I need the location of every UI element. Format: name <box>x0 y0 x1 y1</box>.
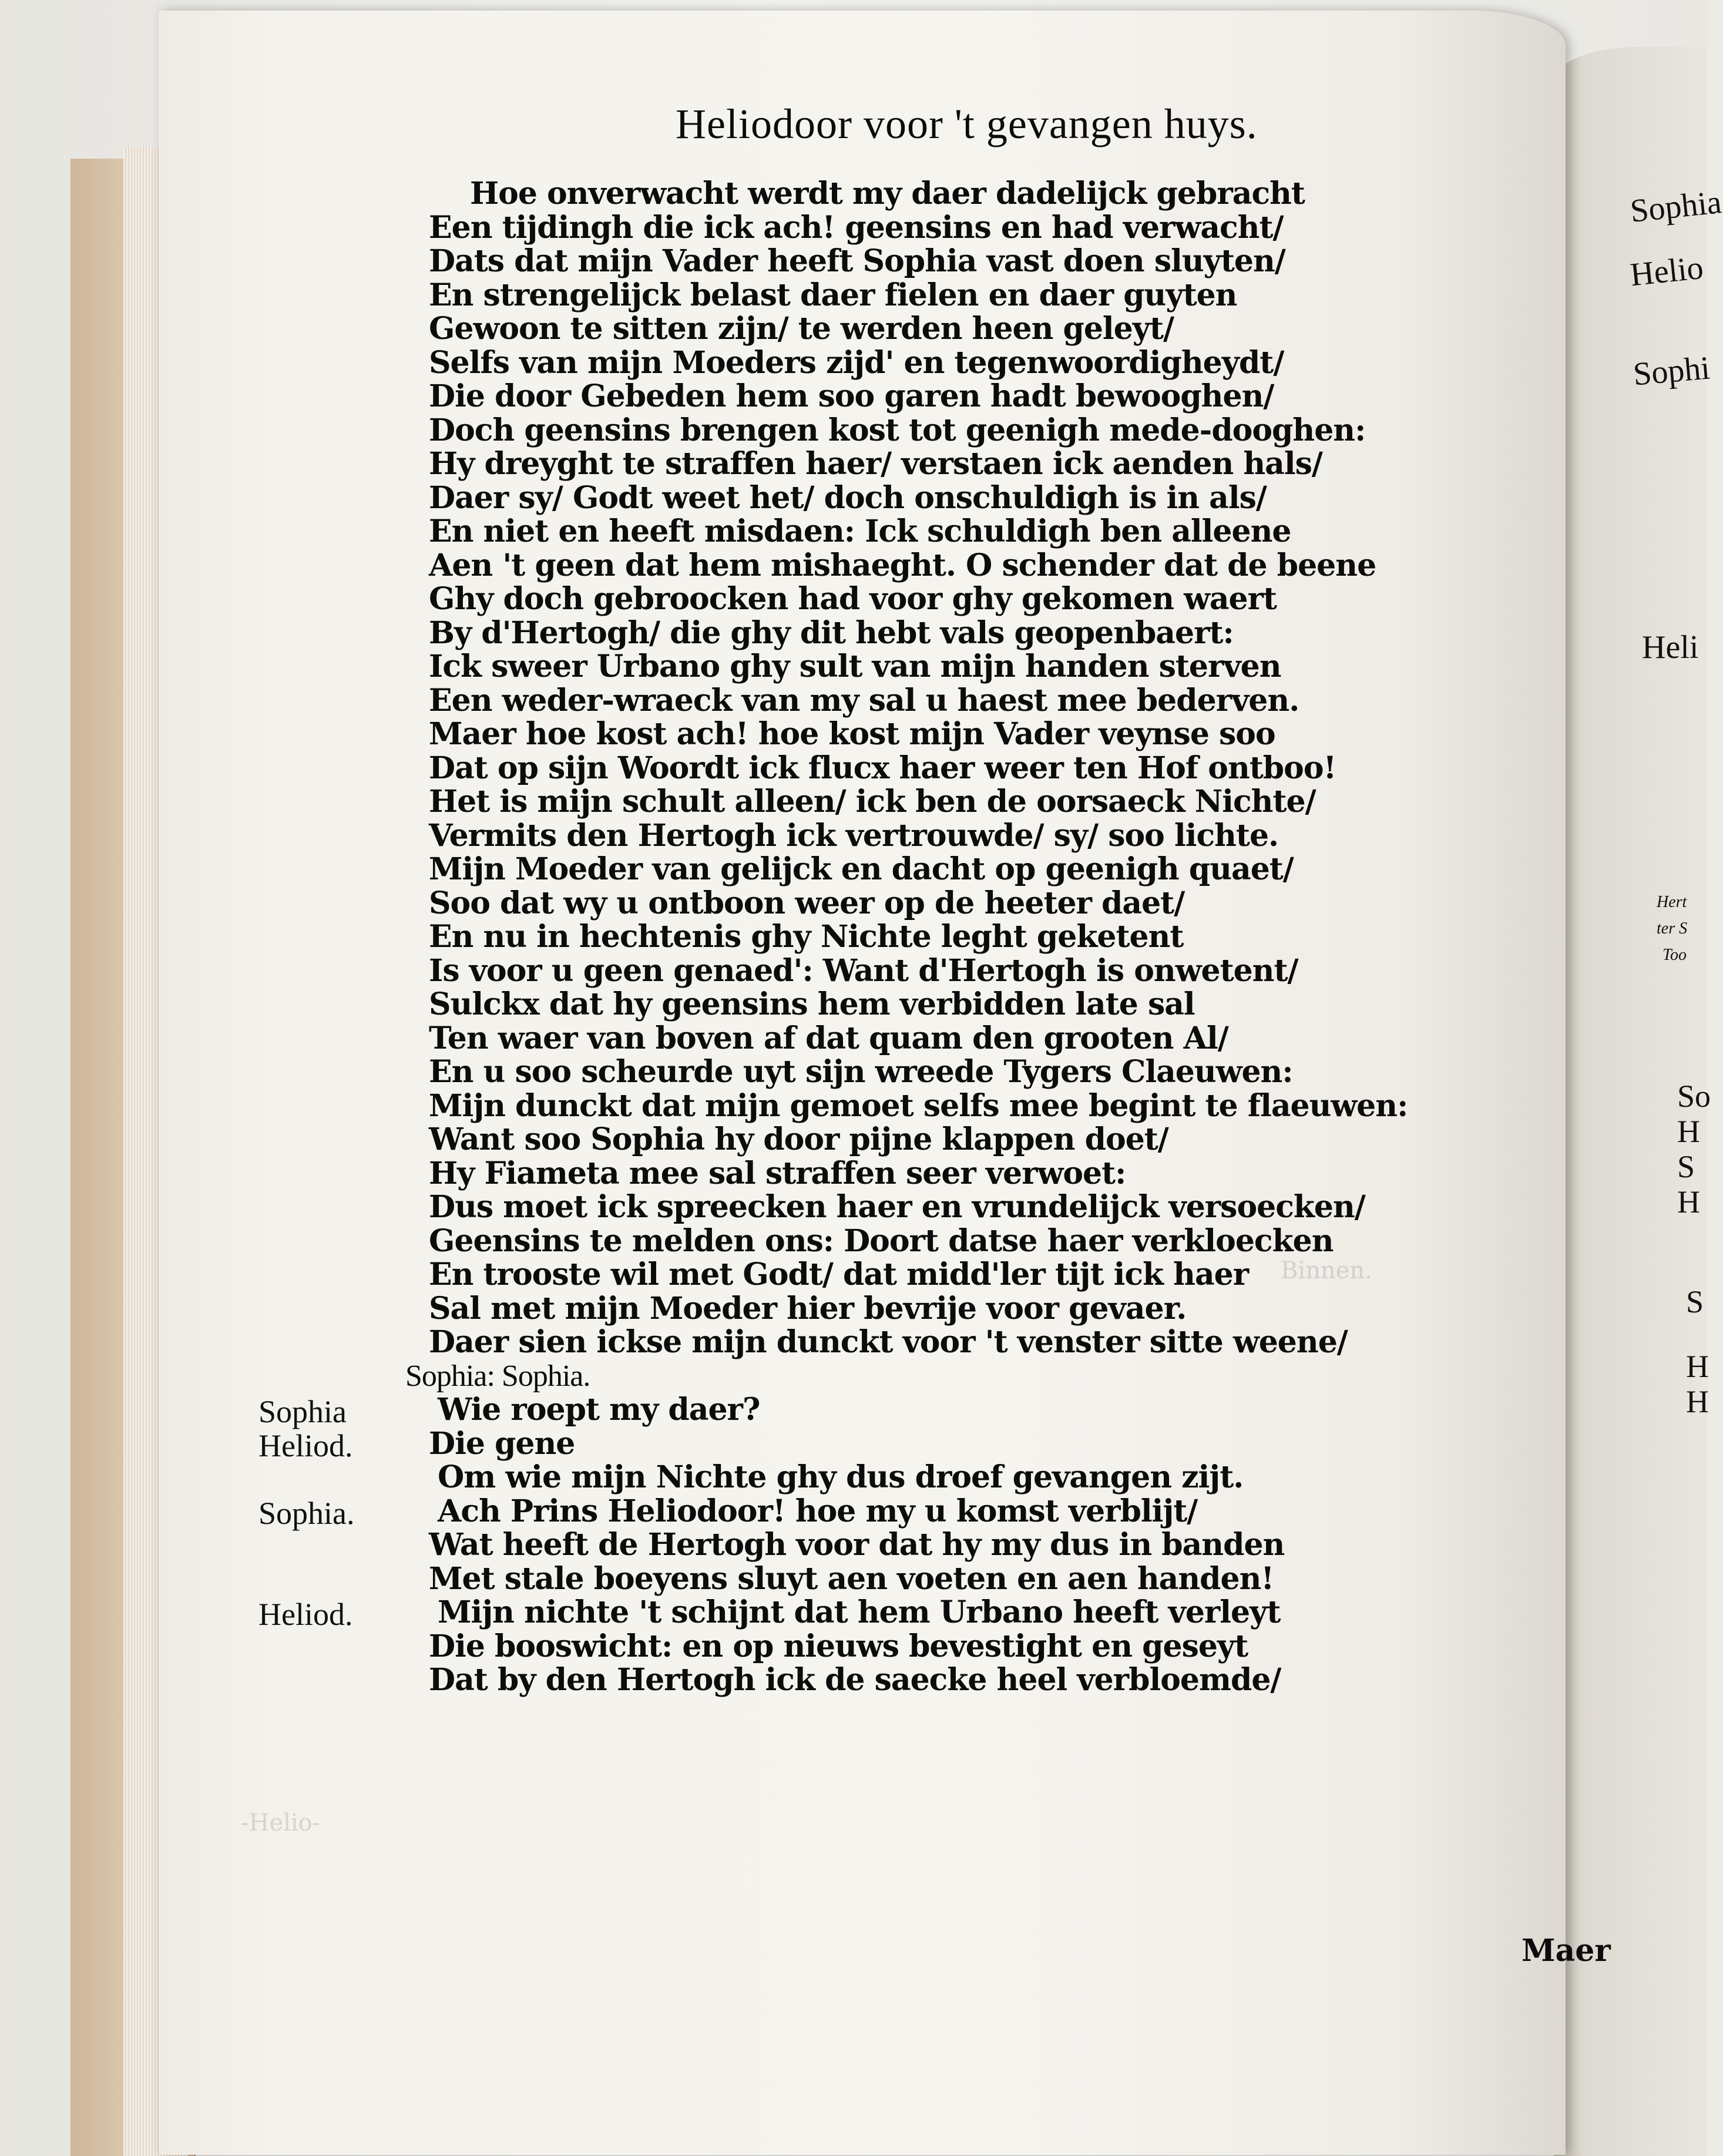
verse-line: Daer sy/ Godt weet het/ doch onschuldigh is in als/ <box>429 480 1267 516</box>
verse-line: Daer sien ickse mijn dunckt voor 't venster sitte weene/ <box>429 1324 1348 1360</box>
speaker-label: Sophia. <box>258 1496 355 1531</box>
verse-line: Om wie mijn Nichte ghy dus droef gevangen zijt. <box>438 1459 1244 1495</box>
verse-line: Ghy doch gebroocken had voor ghy gekomen waert <box>429 581 1277 617</box>
verse-line: Selfs van mijn Moeders zijd' en tegenwoordigheydt/ <box>429 345 1284 381</box>
verse-line: Die door Gebeden hem soo garen hadt bewooghen/ <box>429 378 1274 414</box>
catchword: Maer <box>1522 1933 1611 1969</box>
facing-fragment: H <box>1686 1384 1709 1419</box>
show-through-text: Binnen. <box>1281 1257 1372 1284</box>
verse-line: Hy Fiameta mee sal straffen seer verwoet: <box>429 1156 1126 1191</box>
verse-line: En u soo scheurde uyt sijn wreede Tygers Claeuwen: <box>429 1054 1293 1090</box>
verse-line: Die gene <box>429 1426 575 1462</box>
facing-fragment: H <box>1686 1349 1709 1384</box>
verse-line: Maer hoe kost ach! hoe kost mijn Vader veynse soo <box>429 716 1275 752</box>
facing-fragment: Sophi <box>1631 350 1712 393</box>
facing-fragment: S <box>1677 1149 1695 1184</box>
verse-line: Dat op sijn Woordt ick flucx haer weer ten Hof ontboo! <box>429 750 1336 786</box>
facing-fragment: H <box>1677 1184 1700 1220</box>
verse-line: Sulckx dat hy geensins hem verbidden late sal <box>429 986 1195 1022</box>
verse-line: En strengelijck belast daer fielen en daer guyten <box>429 277 1237 313</box>
verse-line: Die booswicht: en op nieuws bevestight en geseyt <box>429 1628 1248 1664</box>
speaker-label: Heliod. <box>258 1428 353 1463</box>
verse-line: Mijn dunckt dat mijn gemoet selfs mee begint te flaeuwen: <box>429 1088 1408 1124</box>
facing-fragment: So <box>1677 1079 1711 1114</box>
verse-line: Sophia: Sophia. <box>405 1359 590 1393</box>
speaker-label: Sophia <box>258 1394 347 1429</box>
verse-line: Doch geensins brengen kost tot geenigh mede-dooghen: <box>429 412 1366 448</box>
verse-line: Wie roept my daer? <box>438 1392 760 1428</box>
verse-line: Hoe onverwacht werdt my daer dadelijck gebracht <box>470 176 1305 211</box>
facing-fragment: Hert <box>1657 893 1687 911</box>
speaker-label: Heliod. <box>258 1597 353 1632</box>
verse-line: Ten waer van boven af dat quam den grooten Al/ <box>429 1020 1228 1056</box>
facing-fragment: Sophia <box>1628 184 1723 230</box>
verse-line: Hy dreyght te straffen haer/ verstaen ick aenden hals/ <box>429 446 1322 482</box>
verse-line: Een tijdingh die ick ach! geensins en had verwacht/ <box>429 210 1284 246</box>
facing-fragment: Helio <box>1628 249 1705 294</box>
verse-line: Ick sweer Urbano ghy sult van mijn handen sterven <box>429 649 1281 684</box>
verse-line: Sal met mijn Moeder hier bevrije voor gevaer. <box>429 1291 1187 1326</box>
verse-line: En niet en heeft misdaen: Ick schuldigh ben alleene <box>429 513 1291 549</box>
verse-line: Is voor u geen genaed': Want d'Hertogh is onwetent/ <box>429 953 1298 989</box>
verse-line: Het is mijn schult alleen/ ick ben de oorsaeck Nichte/ <box>429 784 1316 820</box>
facing-fragment: H <box>1677 1114 1700 1149</box>
verse-line: En trooste wil met Godt/ dat midd'ler tijt ick haer <box>429 1257 1249 1292</box>
verse-line: Met stale boeyens sluyt aen voeten en aen handen! <box>429 1561 1274 1597</box>
facing-fragment: Too <box>1662 946 1687 964</box>
facing-page <box>1554 47 1723 2156</box>
facing-fragment: Heli <box>1642 629 1699 666</box>
running-title: Heliodoor voor 't gevangen huys. <box>676 100 1258 147</box>
verse-line: Wat heeft de Hertogh voor dat hy my dus in banden <box>429 1527 1285 1563</box>
verse-line: Aen 't geen dat hem mishaeght. O schender dat de beene <box>429 548 1376 583</box>
facing-fragment: ter S <box>1657 919 1688 938</box>
verse-line: Dat by den Hertogh ick de saecke heel verbloemde/ <box>429 1662 1281 1698</box>
facing-fragment: S <box>1686 1284 1704 1319</box>
verse-line: Dus moet ick spreecken haer en vrundelijck versoecken/ <box>429 1189 1365 1225</box>
verse-line: Gewoon te sitten zijn/ te werden heen geleyt/ <box>429 311 1174 347</box>
verse-line: Soo dat wy u ontboon weer op de heeter daet/ <box>429 885 1185 921</box>
verse-line: Mijn nichte 't schijnt dat hem Urbano heeft verleyt <box>438 1594 1281 1630</box>
verse-line: By d'Hertogh/ die ghy dit hebt vals geopenbaert: <box>429 615 1234 651</box>
verse-line: En nu in hechtenis ghy Nichte leght geketent <box>429 919 1184 955</box>
verse-line: Een weder-wraeck van my sal u haest mee bederven. <box>429 683 1299 718</box>
verse-line: Mijn Moeder van gelijck en dacht op geenigh quaet/ <box>429 851 1294 887</box>
verse-line: Vermits den Hertogh ick vertrouwde/ sy/ soo lichte. <box>429 818 1279 854</box>
verse-line: Want soo Sophia hy door pijne klappen doet/ <box>429 1121 1168 1157</box>
verse-line: Ach Prins Heliodoor! hoe my u komst verblijt/ <box>438 1493 1198 1529</box>
verse-line: Geensins te melden ons: Doort datse haer verkloecken <box>429 1223 1334 1259</box>
show-through-text: -Helio- <box>241 1809 321 1836</box>
verse-line: Dats dat mijn Vader heeft Sophia vast doen sluyten/ <box>429 243 1285 279</box>
